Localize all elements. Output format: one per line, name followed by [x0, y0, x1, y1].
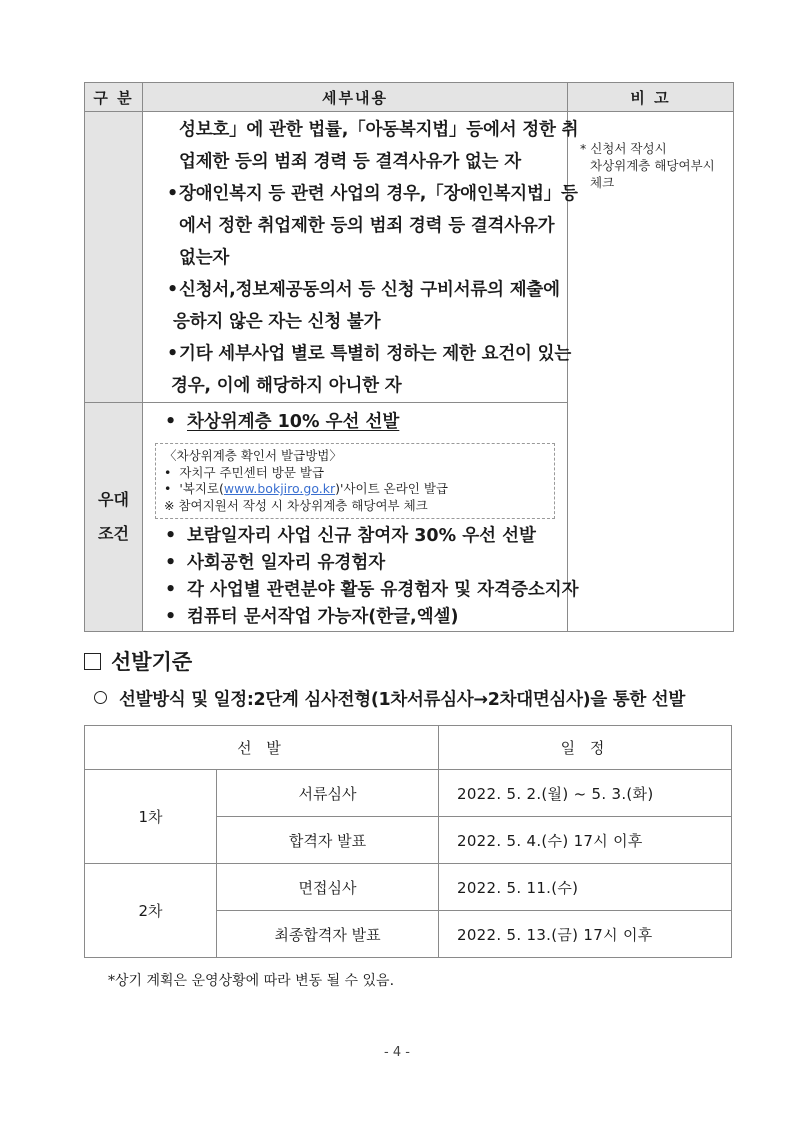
restriction-line: 기타 세부사업 별로 특별히 정하는 제한 요건이 있는 [179, 344, 572, 364]
preference-details-cell [143, 403, 579, 632]
eligibility-table [84, 82, 734, 632]
restrictions-row [85, 112, 734, 403]
remarks-cell [568, 112, 734, 632]
footnote: *상기 계획은 운영상황에 따라 변동 될 수 있음. [108, 973, 395, 989]
header-category: 구 분 [85, 83, 143, 112]
stage-cell: 1차 [85, 770, 217, 864]
preference-item: 컴퓨터 문서작업 가능자(한글,엑셀) [187, 607, 459, 627]
bullet-icon: • [165, 553, 177, 573]
bullet-icon: • [167, 344, 178, 364]
box-item: 자치구 주민센터 방문 발급 [179, 464, 325, 480]
restriction-line: 장애인복지 등 관련 사업의 경우,「장애인복지법」등 [179, 184, 578, 204]
section-subtitle-text: 선발방식 및 일정:2단계 심사전형(1차서류심사→2차대면심사)을 통한 선발 [119, 690, 685, 710]
preference-category-cell [85, 403, 143, 632]
preference-item: 각 사업별 관련분야 활동 유경험자 및 자격증소지자 [187, 580, 579, 600]
restriction-line: 성보호」에 관한 법률,「아동복지법」등에서 정한 취 [179, 120, 579, 140]
box-title: 〈차상위계층 확인서 발급방법〉 [164, 448, 342, 463]
table-row [85, 770, 732, 817]
date-cell: 2022. 5. 4.(수) 17시 이후 [439, 817, 732, 864]
remark-line: * 신청서 작성시 [580, 141, 667, 156]
step-cell: 면접심사 [217, 864, 439, 911]
circle-bullet-icon [94, 691, 107, 704]
restriction-line: 에서 정한 취업제한 등의 범죄 경력 등 결격사유가 [179, 216, 555, 236]
remark-line: 체크 [590, 175, 615, 190]
restriction-line: 응하지 않은 자는 신청 불가 [173, 312, 381, 332]
date-cell: 2022. 5. 13.(금) 17시 이후 [439, 911, 732, 958]
preference-item: 보람일자리 사업 신규 참여자 30% 우선 선발 [187, 526, 536, 546]
header-schedule: 일 정 [439, 726, 732, 770]
restrictions-category-cell [85, 112, 143, 403]
restriction-line: 경우, 이에 해당하지 아니한 자 [171, 376, 402, 396]
remark-line: 차상위계층 해당여부시 [590, 158, 715, 173]
preference-item: 사회공헌 일자리 유경험자 [187, 553, 386, 573]
header-selection: 선 발 [85, 726, 439, 770]
section-title [84, 646, 192, 676]
restriction-line: 업제한 등의 범죄 경력 등 결격사유가 없는 자 [179, 152, 521, 172]
certificate-info-box [155, 443, 555, 519]
preference-headline: 차상위계층 10% 우선 선발 [187, 412, 400, 432]
page-number: - 4 - [384, 1045, 410, 1060]
section-subtitle [94, 686, 685, 711]
restriction-line: 신청서,정보제공동의서 등 신청 구비서류의 제출에 [179, 280, 560, 300]
header-remarks: 비 고 [568, 83, 734, 112]
box-item-prefix: '복지로( [179, 481, 224, 496]
step-cell: 서류심사 [217, 770, 439, 817]
step-cell: 합격자 발표 [217, 817, 439, 864]
schedule-table [84, 725, 732, 958]
bokjiro-link[interactable]: www.bokjiro.go.kr [223, 481, 336, 496]
category-label: 우대 [98, 490, 129, 509]
stage-cell: 2차 [85, 864, 217, 958]
bullet-icon: • [164, 481, 180, 496]
date-cell: 2022. 5. 2.(월) ~ 5. 3.(화) [439, 770, 732, 817]
step-cell: 최종합격자 발표 [217, 911, 439, 958]
bullet-icon: • [165, 526, 177, 546]
date-cell: 2022. 5. 11.(수) [439, 864, 732, 911]
box-item-suffix: )'사이트 온라인 발급 [335, 481, 448, 496]
bullet-icon: • [164, 464, 180, 480]
restriction-line: 없는자 [179, 248, 230, 268]
bullet-icon: • [167, 184, 178, 204]
table-row [85, 864, 732, 911]
bullet-icon: • [165, 412, 177, 432]
restrictions-details-cell [143, 112, 579, 403]
bullet-icon: • [165, 580, 177, 600]
bullet-icon: • [165, 607, 177, 627]
section-title-text: 선발기준 [111, 650, 193, 674]
bullet-icon: • [167, 280, 178, 300]
checkbox-square-icon [84, 653, 101, 670]
category-label: 조건 [98, 524, 129, 543]
header-details: 세부내용 [143, 83, 568, 112]
box-note: ※ 참여지원서 작성 시 차상위계층 해당여부 체크 [164, 497, 428, 513]
